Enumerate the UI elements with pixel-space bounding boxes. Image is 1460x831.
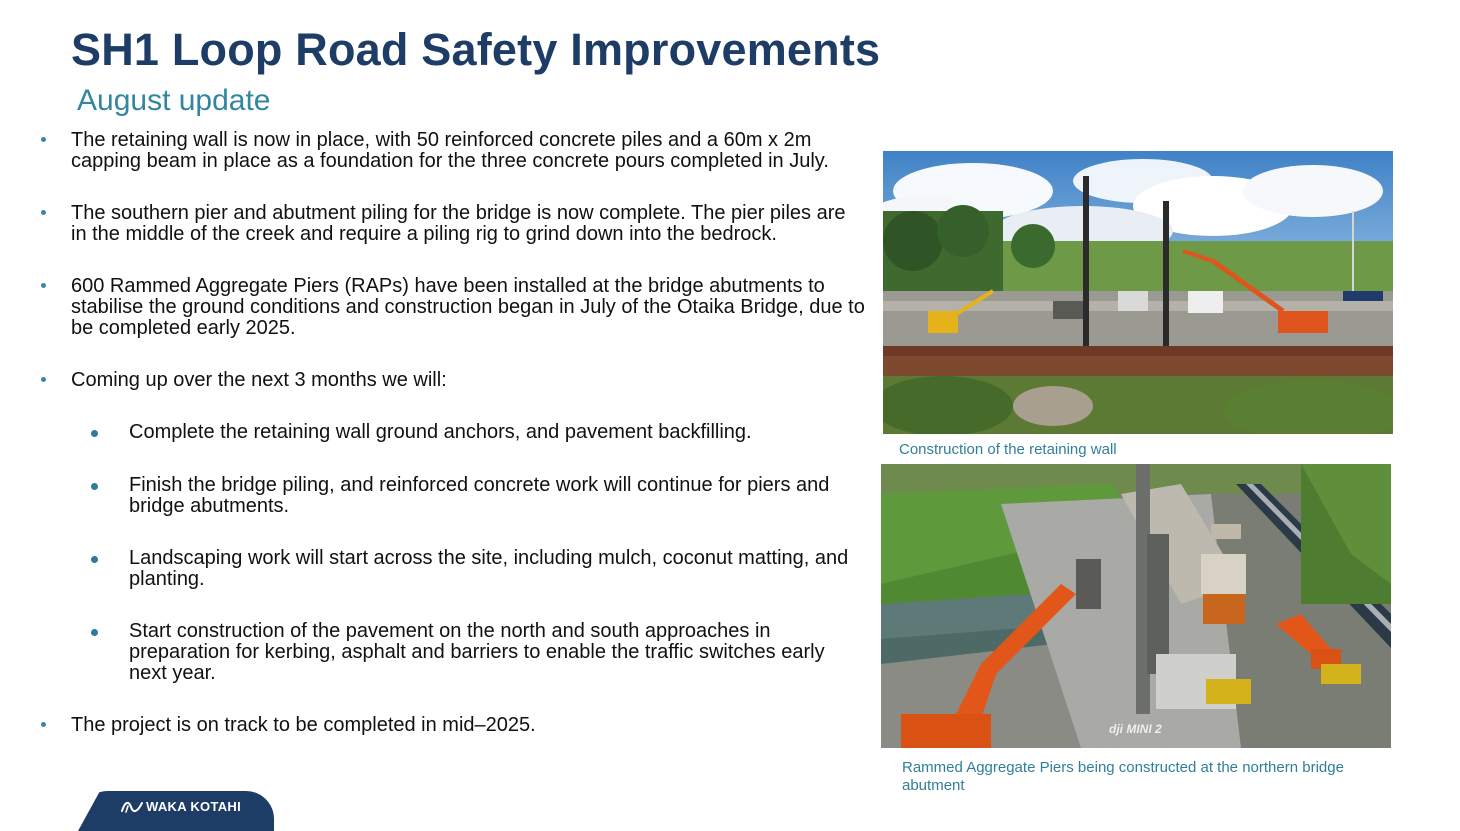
rammed-aggregate-piers-caption: Rammed Aggregate Piers being constructed at the northern bridge abutment [902,759,1344,794]
rammed-aggregate-piers-photo [881,464,1391,748]
waka-kotahi-logo-text: WAKA KOTAHI [146,799,242,814]
bullet-rammed-aggregate-piers: 600 Rammed Aggregate Piers (RAPs) have been installed at the bridge abutments to stabilise the ground conditions and construction began in July of the Otaika Bridge, due to be completed early 2025. [36,276,866,339]
slide-subtitle: August update [77,84,271,117]
sub-bullet-pavement-construction: Start construction of the pavement on the north and south approaches in preparation for kerbing, asphalt and barriers to enable the traffic switches early next year. [36,621,866,684]
sub-bullet-landscaping: Landscaping work will start across the site, including mulch, coconut matting, and planting. [36,548,866,590]
bullet-project-on-track: The project is on track to be completed in mid–2025. [36,715,866,736]
slide-title: SH1 Loop Road Safety Improvements [71,24,881,75]
rammed-aggregate-piers-photo-illustration [881,464,1391,748]
drone-watermark: dji MINI 2 [1109,722,1162,736]
bullet-southern-pier: The southern pier and abutment piling for the bridge is now complete. The pier piles are in the middle of the creek and require a piling rig to grind down into the bedrock. [36,203,866,245]
bullet-coming-up: Coming up over the next 3 months we will: [36,370,866,391]
retaining-wall-photo-illustration [883,151,1393,434]
bullet-list [36,128,866,736]
sub-bullet-bridge-piling: Finish the bridge piling, and reinforced concrete work will continue for piers and bridge abutments. [36,475,866,517]
sub-bullet-list-container [36,422,866,684]
retaining-wall-photo [883,151,1393,434]
sub-bullet-list [36,422,866,684]
bullet-retaining-wall: The retaining wall is now in place, with 50 reinforced concrete piles and a 60m x 2m capping beam in place as a foundation for the three concrete pours completed in July. [36,130,866,172]
retaining-wall-caption: Construction of the retaining wall [899,441,1117,458]
sub-bullet-retaining-wall-anchors: Complete the retaining wall ground anchors, and pavement backfilling. [36,422,866,443]
waka-kotahi-logo-icon [120,797,144,815]
